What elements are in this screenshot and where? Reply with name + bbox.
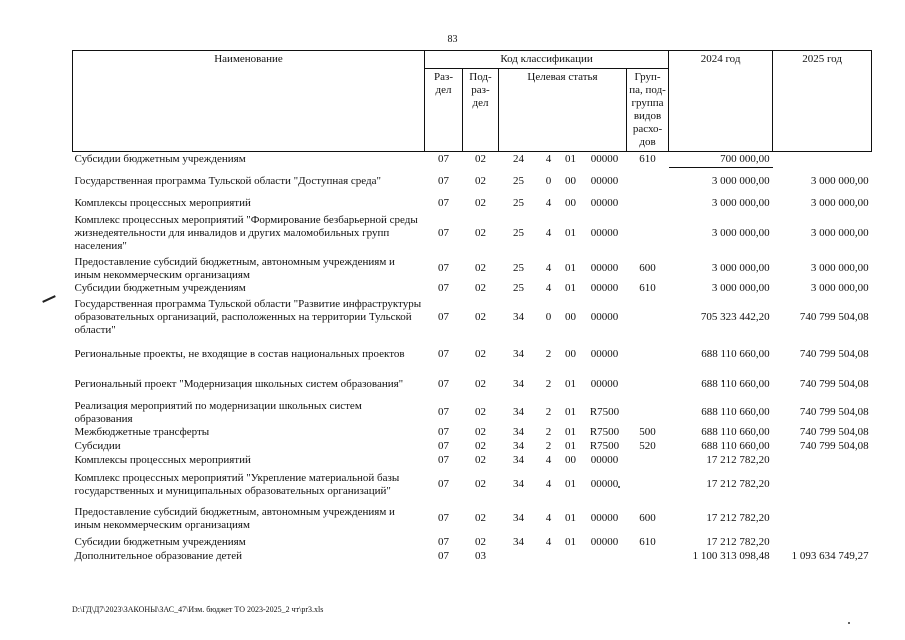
cell-r: 07 [438, 378, 449, 390]
cell-t2: 4 [545, 512, 552, 524]
cell-t4: 00000 [590, 378, 619, 390]
cell-t4: 00000 [590, 197, 619, 209]
cell-t1: 34 [513, 512, 524, 524]
table-row [73, 426, 872, 440]
cell-p: 02 [475, 426, 486, 438]
cell-p: 02 [475, 262, 486, 274]
cell-p: 02 [475, 175, 486, 187]
cell-t4: 00000 [590, 536, 619, 548]
cell-p: 02 [475, 378, 486, 390]
cell-v2: 740 799 504,08 [799, 426, 869, 438]
cell-v1: 3 000 000,00 [711, 282, 770, 294]
cell-t4: R7500 [589, 406, 620, 418]
cell-v2: 3 000 000,00 [810, 227, 869, 239]
cell-v1: 17 212 782,20 [706, 454, 770, 466]
cell-name: Субсидии бюджетным учреждениям [74, 536, 246, 548]
table-row [73, 256, 872, 282]
cell-name: Субсидии [74, 440, 121, 452]
cell-t3: 01 [565, 153, 576, 166]
cell-v1: 17 212 782,20 [706, 512, 770, 524]
cell-v1: 700 000,00 [669, 152, 773, 168]
cell-t4: 00000 [590, 348, 619, 360]
cell-p: 02 [475, 512, 486, 524]
cell-name: Государственная программа Тульской области "Доступная среда" [74, 175, 382, 187]
table-row [73, 468, 872, 502]
cell-name: Комплекс процессных мероприятий "Укрепление материальной базы государственных и муниципальных образовательных организаций" [74, 471, 400, 497]
cell-t3: 01 [565, 478, 576, 490]
cell-r: 07 [438, 197, 449, 209]
cell-t1: 34 [513, 378, 524, 390]
cell-t1: 25 [513, 175, 524, 187]
cell-t1: 25 [513, 282, 524, 294]
cell-name: Субсидии бюджетным учреждениям [74, 153, 246, 166]
cell-t1: 24 [513, 153, 524, 166]
cell-p: 02 [475, 282, 486, 294]
table-row [73, 370, 872, 400]
cell-v2 [773, 468, 872, 502]
cell-r: 07 [438, 512, 449, 524]
cell-t2: 0 [545, 175, 552, 187]
cell-t4 [583, 550, 627, 564]
cell-g: 610 [639, 536, 656, 548]
scan-dot [848, 622, 850, 624]
cell-p: 02 [475, 153, 486, 166]
cell-t2: 2 [545, 348, 552, 360]
cell-t3: 01 [565, 512, 576, 524]
cell-g [627, 454, 669, 468]
cell-r: 07 [438, 454, 449, 466]
cell-t1: 34 [513, 478, 524, 490]
cell-name: Комплексы процессных мероприятий [74, 454, 251, 466]
cell-name: Межбюджетные трансферты [74, 426, 210, 438]
cell-t3: 00 [565, 197, 576, 209]
cell-r: 07 [438, 282, 449, 294]
cell-t3: 00 [565, 311, 576, 323]
table-row [73, 502, 872, 536]
cell-g [627, 468, 669, 502]
cell-name: Предоставление субсидий бюджетным, автономным учреждениям и иным некоммерческим организациям [74, 255, 395, 281]
cell-t3: 01 [565, 406, 576, 418]
cell-t2: 2 [545, 426, 552, 438]
cell-t2: 0 [545, 311, 552, 323]
cell-g: 610 [639, 153, 656, 166]
cell-r: 07 [438, 153, 449, 166]
cell-v2: 3 000 000,00 [810, 262, 869, 274]
cell-t3: 00 [565, 454, 576, 466]
cell-r: 07 [438, 262, 449, 274]
cell-r: 07 [438, 440, 449, 452]
cell-name: Дополнительное образование детей [74, 550, 243, 562]
header-name: Наименование [73, 51, 425, 152]
cell-v1: 3 000 000,00 [711, 227, 770, 239]
cell-t4: 00000 [590, 311, 619, 323]
cell-g: 500 [639, 426, 656, 438]
table-row [73, 296, 872, 340]
cell-v2: 740 799 504,08 [799, 348, 869, 360]
cell-p: 02 [475, 348, 486, 360]
cell-v1: 3 000 000,00 [711, 197, 770, 209]
header-expense-group: Груп- па, под- группа видов расхо- дов [627, 69, 669, 152]
cell-name: Комплекс процессных мероприятий "Формирование безбарьерной среды жизнедеятельности для инвалидов и других маломобильных групп населения" [74, 214, 418, 252]
cell-name: Государственная программа Тульской области "Развитие инфраструктуры образовательных организаций, расположенных на территории Тульской области" [74, 298, 422, 336]
table-row [73, 550, 872, 564]
cell-t2: 4 [545, 227, 552, 239]
cell-p: 02 [475, 406, 486, 418]
cell-t2 [539, 550, 559, 564]
cell-t1: 34 [513, 454, 524, 466]
cell-v1: 688 110 660,00 [701, 378, 770, 390]
cell-t2: 2 [545, 378, 552, 390]
cell-t4: 00000 [590, 227, 619, 239]
table-row [73, 282, 872, 296]
cell-t2: 4 [545, 262, 552, 274]
table-row [73, 168, 872, 196]
cell-p: 02 [475, 227, 486, 239]
cell-g: 600 [639, 512, 656, 524]
cell-t3: 01 [565, 536, 576, 548]
cell-t1: 34 [513, 426, 524, 438]
cell-t2: 4 [545, 536, 552, 548]
cell-v2: 740 799 504,08 [799, 440, 869, 452]
cell-v1: 3 000 000,00 [711, 175, 770, 188]
pen-mark [42, 295, 56, 303]
cell-v2: 740 799 504,08 [799, 378, 869, 390]
cell-v2: 740 799 504,08 [799, 311, 869, 323]
table-row [73, 454, 872, 468]
cell-p: 02 [475, 454, 486, 466]
cell-t1: 34 [513, 348, 524, 360]
cell-t3: 01 [565, 227, 576, 239]
table-row [73, 212, 872, 256]
table-row [73, 440, 872, 454]
cell-t3 [559, 550, 583, 564]
cell-v1: 17 212 782,20 [706, 536, 770, 548]
cell-r: 07 [438, 348, 449, 360]
cell-name: Предоставление субсидий бюджетным, автономным учреждениям и иным некоммерческим организациям [74, 505, 395, 531]
cell-t4: 00000 [590, 282, 619, 294]
cell-g: 520 [639, 440, 656, 452]
cell-name: Субсидии бюджетным учреждениям [74, 282, 246, 294]
cell-name: Региональный проект "Модернизация школьных систем образования" [74, 378, 404, 390]
cell-t2: 4 [545, 478, 552, 490]
cell-p: 02 [475, 440, 486, 452]
cell-v2 [773, 152, 872, 168]
table-row [73, 340, 872, 370]
cell-v1: 688 110 660,00 [701, 348, 770, 360]
cell-g [627, 212, 669, 256]
cell-r: 07 [438, 478, 449, 490]
cell-v1: 688 110 660,00 [701, 406, 770, 418]
table-row [73, 536, 872, 550]
cell-r: 07 [438, 311, 449, 323]
budget-table [72, 50, 872, 564]
cell-t3: 01 [565, 426, 576, 438]
cell-t1 [499, 550, 539, 564]
cell-v2: 3 000 000,00 [810, 175, 869, 187]
header-code-group: Код классификации [425, 51, 669, 69]
cell-t2: 4 [545, 282, 552, 294]
cell-t1: 34 [513, 536, 524, 548]
table-row [73, 196, 872, 212]
cell-t4: 00000 [590, 478, 619, 490]
cell-t4: 00000 [590, 153, 619, 166]
cell-t4: R7500 [589, 426, 620, 438]
cell-t4: 00000 [590, 262, 619, 274]
cell-p: 02 [475, 197, 486, 209]
cell-g [627, 296, 669, 340]
cell-p: 02 [475, 478, 486, 490]
cell-v2 [773, 536, 872, 550]
cell-v2: 1 093 634 749,27 [791, 550, 869, 562]
cell-p: 02 [475, 311, 486, 323]
cell-t4: 00000 [590, 175, 619, 187]
cell-t3: 01 [565, 282, 576, 294]
cell-g: 600 [639, 262, 656, 274]
cell-g [627, 370, 669, 400]
cell-t4: R7500 [589, 440, 620, 452]
cell-t3: 01 [565, 440, 576, 452]
cell-name: Комплексы процессных мероприятий [74, 197, 251, 209]
cell-name: Реализация мероприятий по модернизации школьных систем образования [74, 399, 362, 425]
cell-v1: 17 212 782,20 [706, 478, 770, 490]
cell-r: 07 [438, 550, 449, 562]
cell-g [627, 340, 669, 370]
header-year-2025: 2025 год [773, 51, 872, 152]
cell-t2: 2 [545, 406, 552, 418]
cell-v2 [773, 454, 872, 468]
cell-t2: 4 [545, 454, 552, 466]
page-number: 83 [447, 34, 458, 45]
cell-v2: 3 000 000,00 [810, 197, 869, 209]
table-row [73, 152, 872, 168]
header-year-2024: 2024 год [669, 51, 773, 152]
header-razdel: Раз- дел [425, 69, 463, 152]
cell-t1: 34 [513, 440, 524, 452]
footer-file-path: D:\ГД\Д7\2023\ЗАКОНЫ\ЗАС_47\Изм. бюджет ТО 2023-2025_2 чт\pr3.xls [72, 605, 324, 614]
cell-t2: 4 [545, 153, 552, 166]
cell-r: 07 [438, 175, 449, 187]
cell-t1: 25 [513, 227, 524, 239]
cell-g [627, 196, 669, 212]
header-target-article: Целевая статья [499, 69, 627, 152]
cell-g: 610 [639, 282, 656, 294]
cell-t3: 01 [565, 262, 576, 274]
cell-v1: 688 110 660,00 [701, 440, 770, 452]
cell-g [627, 168, 669, 196]
cell-v1: 1 100 313 098,48 [692, 550, 770, 562]
cell-r: 07 [438, 426, 449, 438]
cell-p: 03 [475, 550, 486, 562]
cell-v1: 688 110 660,00 [701, 426, 770, 438]
cell-t3: 00 [565, 348, 576, 360]
cell-r: 07 [438, 227, 449, 239]
cell-p: 02 [475, 536, 486, 548]
cell-v2: 740 799 504,08 [799, 406, 869, 418]
cell-t3: 01 [565, 378, 576, 390]
cell-t1: 25 [513, 262, 524, 274]
cell-t1: 25 [513, 197, 524, 209]
header-podrazdel: Под- раз- дел [463, 69, 499, 152]
cell-g [627, 550, 669, 564]
cell-t1: 34 [513, 406, 524, 418]
cell-t4: 00000 [590, 454, 619, 466]
cell-t4: 00000 [590, 512, 619, 524]
cell-r: 07 [438, 406, 449, 418]
cell-t2: 4 [545, 197, 552, 209]
cell-name: Региональные проекты, не входящие в состав национальных проектов [74, 348, 405, 360]
cell-r: 07 [438, 536, 449, 548]
cell-v1: 705 323 442,20 [700, 311, 770, 323]
cell-t1: 34 [513, 311, 524, 323]
cell-v1: 3 000 000,00 [711, 262, 770, 274]
cell-v2 [773, 502, 872, 536]
cell-t3: 00 [565, 175, 576, 187]
cell-g [627, 400, 669, 426]
table-row [73, 400, 872, 426]
cell-t2: 2 [545, 440, 552, 452]
cell-v2: 3 000 000,00 [810, 282, 869, 294]
